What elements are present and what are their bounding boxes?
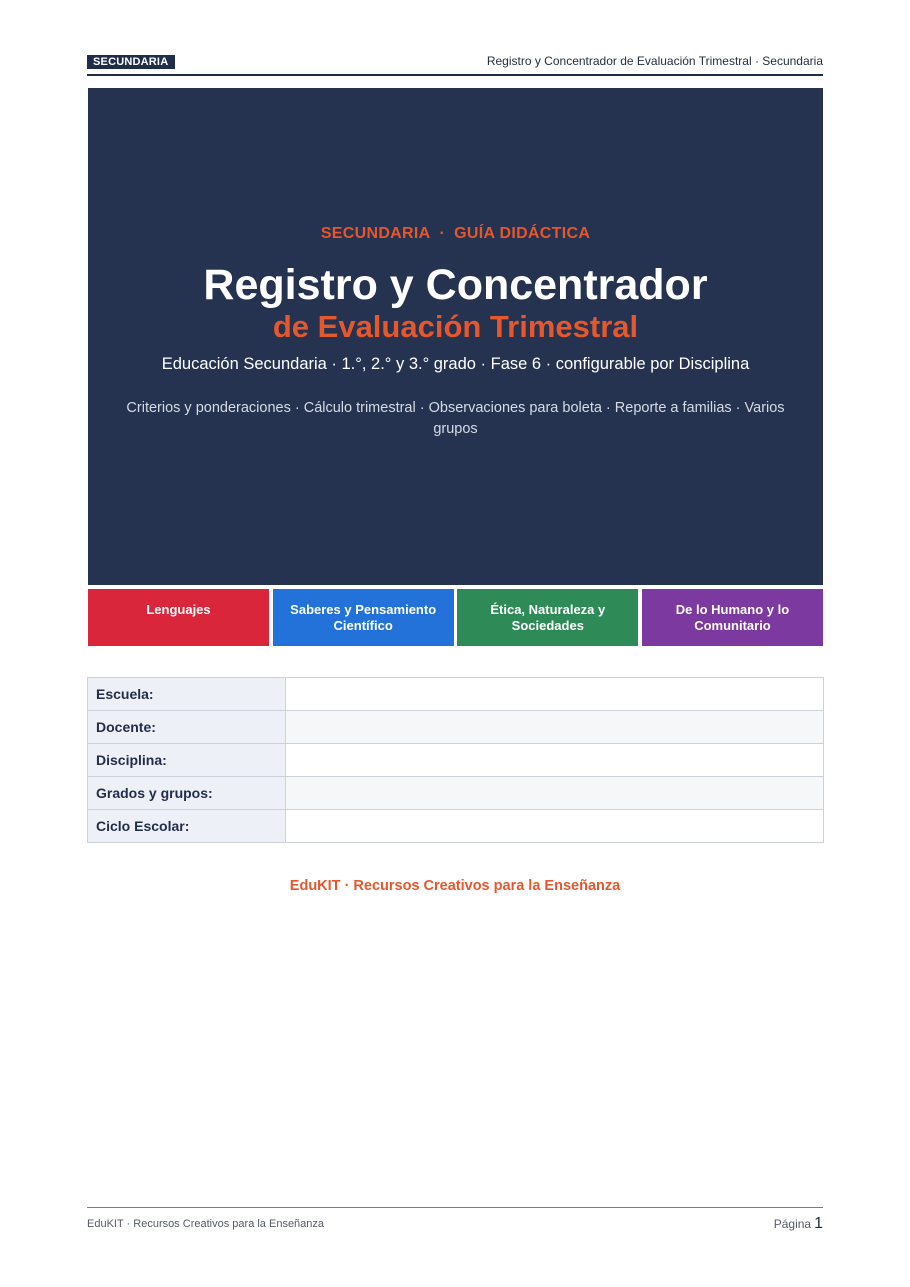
field-lenguajes: Lenguajes: [88, 589, 269, 646]
level-tag: SECUNDARIA: [87, 55, 175, 69]
formative-fields: [88, 589, 823, 647]
cover-kicker: [88, 225, 823, 243]
info-table: [87, 677, 824, 843]
grados-field[interactable]: [286, 777, 824, 810]
cover-subtitle: de Evaluación Trimestral: [272, 309, 639, 344]
escuela-field[interactable]: [286, 678, 824, 711]
field-etica: Ética, Naturaleza y Sociedades: [457, 589, 638, 646]
table-row: [88, 744, 824, 777]
cover-panel: [88, 88, 823, 585]
ciclo-field[interactable]: [286, 810, 824, 843]
kicker-level: SECUNDARIA: [320, 225, 431, 242]
table-row: [88, 810, 824, 843]
header-title: Registro y Concentrador de Evaluación Trimestral · Secundaria: [486, 54, 823, 68]
table-row: [88, 711, 824, 744]
page-label: Página: [773, 1217, 812, 1231]
cover-description: Educación Secundaria · 1.°, 2.° y 3.° grado · Fase 6 · configurable por Disciplina: [161, 355, 750, 373]
row-label-ciclo: Ciclo Escolar:: [88, 810, 286, 843]
page-header: [87, 52, 823, 76]
page-footer: [87, 1207, 823, 1232]
brand-line: EduKIT · Recursos Creativos para la Enseñanza: [289, 878, 621, 894]
row-label-grados: Grados y grupos:: [88, 777, 286, 810]
kicker-separator: ·: [439, 225, 446, 242]
kicker-type: GUÍA DIDÁCTICA: [454, 225, 591, 242]
row-label-disciplina: Disciplina:: [88, 744, 286, 777]
row-label-escuela: Escuela:: [88, 678, 286, 711]
cover-features: Criterios y ponderaciones · Cálculo trimestral · Observaciones para boleta · Reporte a familias · Varios grupos: [126, 400, 785, 437]
page-indicator: [774, 1215, 823, 1233]
table-row: [88, 678, 824, 711]
footer-brand: EduKIT · Recursos Creativos para la Enseñanza: [87, 1218, 325, 1230]
table-row: [88, 777, 824, 810]
disciplina-field[interactable]: [286, 744, 824, 777]
field-saberes: Saberes y Pensamiento Científico: [273, 589, 454, 646]
docente-field[interactable]: [286, 711, 824, 744]
row-label-docente: Docente:: [88, 711, 286, 744]
page-number: 1: [814, 1215, 823, 1232]
cover-title: Registro y Concentrador: [203, 261, 708, 309]
field-humano: De lo Humano y lo Comunitario: [642, 589, 823, 646]
